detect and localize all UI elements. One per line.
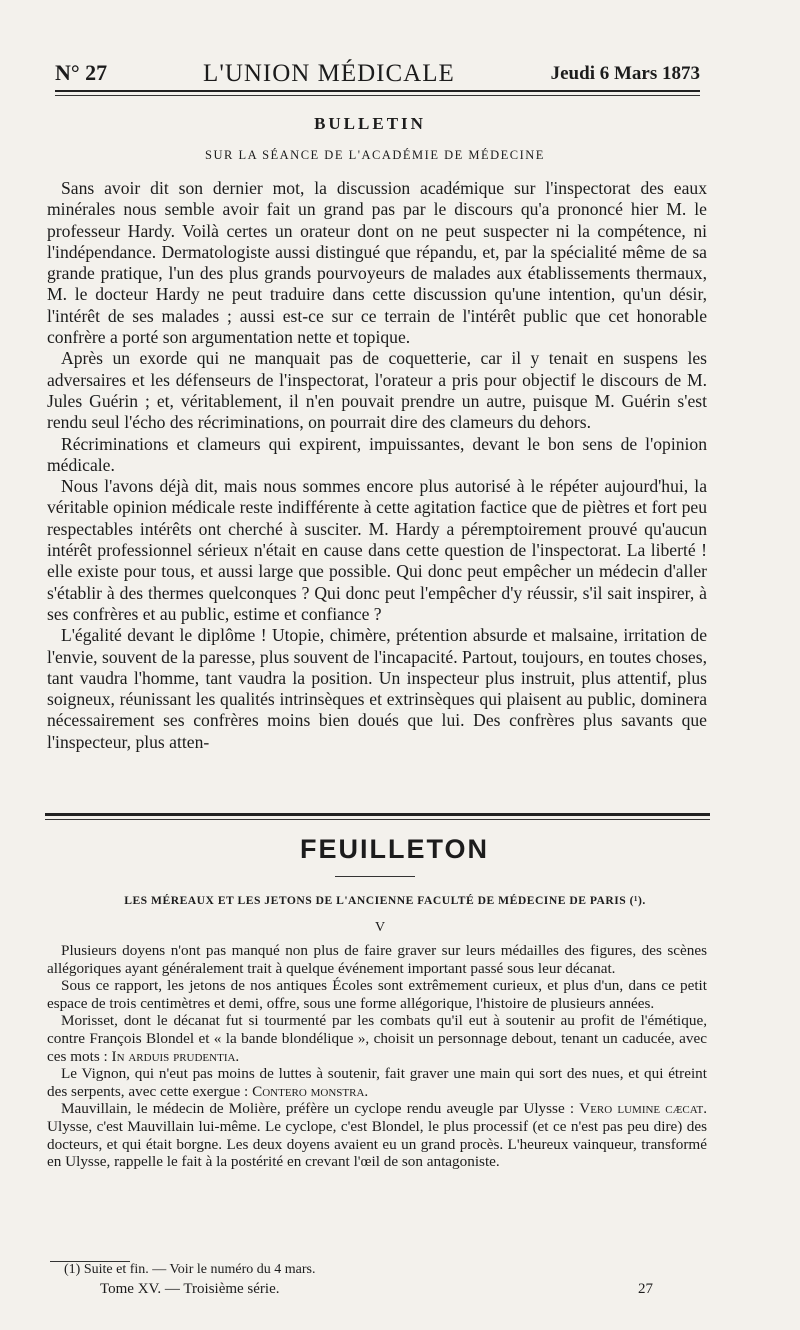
bulletin-paragraph: L'égalité devant le diplôme ! Utopie, chimère, prétention absurde et malsaine, irritation de l'envie, souvent de la paresse, plus souvent de l'incapacité. Partout, toujours, en toutes choses, tant vaudra l'homme, tant vaudra la position. Un inspecteur plus instruit, plus attentif, plus soigneux, réunissant les qualités intrinsèques et extrinsèques qui plaisent au public, dominera nécessairement ses confrères moins bien doués que lui. Des confrères plus savants que l'inspecteur, plus atten-: [47, 625, 707, 752]
bulletin-body: [47, 178, 707, 753]
page-header: [55, 58, 700, 92]
bulletin-paragraph: Sans avoir dit son dernier mot, la discussion académique sur l'inspectorat des eaux minérales nous semble avoir fait un grand pas par le discours qu'a prononcé hier M. le professeur Hardy. Voilà certes un orateur dont on ne peut suspecter ni la compétence, ni l'indépendance. Dermatologiste aussi distingué que répandu, et, par la spécialité même de sa grande pratique, l'un des plus grands pourvoyeurs de malades aux établissements thermaux, M. le docteur Hardy ne peut traduire dans cette discussion qu'une intention, qu'un désir, l'intérêt de ses malades ; aussi est-ce sur ce terrain de l'intérêt public que cet honorable confrère a porté son argumentation nette et topique.: [47, 178, 707, 348]
section-divider: [45, 819, 710, 820]
latin-motto: Vero lumine cæcat.: [579, 1100, 707, 1118]
feuilleton-paragraph: [47, 1100, 707, 1170]
bulletin-subtitle: SUR LA SÉANCE DE L'ACADÉMIE DE MÉDECINE: [205, 148, 545, 162]
feuilleton-body: [47, 942, 707, 1171]
feuilleton-rule: [335, 876, 415, 877]
issue-date: Jeudi 6 Mars 1873: [550, 63, 700, 84]
paragraph-text: Mauvillain, le médecin de Molière, préfère un cyclope rendu aveugle par Ulysse :: [61, 1100, 575, 1118]
header-rule: [55, 95, 700, 96]
paragraph-text: Le Vignon, qui n'eut pas moins de luttes à soutenir, fait graver une main qui sort des nues, et qui étreint des serpents, avec cette exergue :: [47, 1065, 707, 1100]
bulletin-title: BULLETIN: [314, 114, 426, 133]
bulletin-paragraph: Nous l'avons déjà dit, mais nous sommes encore plus autorisé à le répéter aujourd'hui, la véritable opinion médicale reste indifférente à cette agitation factice que de piètres et fort peu respectables intérêts ont cherché à susciter. M. Hardy a péremptoirement prouvé qu'aucun intérêt professionnel sérieux n'était en cause dans cette question de l'inspectorat. La liberté ! elle existe pour tous, et aussi large que possible. Qui donc peut empêcher un médecin d'aller s'établir à des thermes quelconques ? Qui donc peut l'empêcher d'y réussir, s'il sait inspirer, à ses confrères et au public, estime et confiance ?: [47, 476, 707, 624]
feuilleton-paragraph: Sous ce rapport, les jetons de nos antiques Écoles sont extrêmement curieux, et plus d'un, dans ce petit espace de trois centimètres et demi, offre, sous une forme allégorique, l'histoire de plusieurs années.: [47, 977, 707, 1012]
latin-motto: In arduis prudentia.: [111, 1047, 240, 1065]
paragraph-text: Ulysse, c'est Mauvillain lui-même. Le cyclope, c'est Blondel, le plus processif (et ce n'est pas peu dire) des docteurs, et qui était borgne. Les deux doyens avaient eu un grand procès. L'heureux vainqueur, transformé en Ulysse, rappelle le fait à la postérité en crevant l'œil de son antagoniste.: [47, 1117, 707, 1171]
feuilleton-paragraph: Plusieurs doyens n'ont pas manqué non plus de faire graver sur leurs médailles des figures, des scènes allégoriques ayant généralement trait à quelque événement important passé sous leur décanat.: [47, 942, 707, 977]
footnote: (1) Suite et fin. — Voir le numéro du 4 mars.: [64, 1262, 316, 1277]
bulletin-paragraph: Récriminations et clameurs qui expirent, impuissantes, devant le bon sens de l'opinion médicale.: [47, 433, 707, 475]
section-numeral: V: [374, 920, 386, 935]
issue-number: N° 27: [55, 60, 108, 85]
page-number: 27: [638, 1281, 653, 1297]
feuilleton-paragraph: [47, 1065, 707, 1100]
tome-label: Tome XV. — Troisième série.: [100, 1281, 280, 1297]
bulletin-paragraph: Après un exorde qui ne manquait pas de coquetterie, car il y tenait en suspens les adversaires et les défenseurs de l'inspectorat, l'orateur a pris pour objectif le discours de M. Jules Guérin ; et, véritablement, il n'en pouvait prendre un autre, puisque M. Guérin s'est rendu seul l'écho des récriminations, on pourrait dire des clameurs du dehors.: [47, 348, 707, 433]
paragraph-text: Morisset, dont le décanat fut si tourmenté par les combats qu'il eut à soutenir au profit de l'émétique, contre François Blondel et « la bande blondélique », choisit un personnage debout, tenant un caducée, avec ces mots :: [47, 1012, 707, 1065]
feuilleton-subtitle: LES MÉREAUX ET LES JETONS DE L'ANCIENNE FACULTÉ DE MÉDECINE DE PARIS (¹).: [124, 894, 646, 907]
feuilleton-paragraph: [47, 1012, 707, 1065]
journal-title: L'UNION MÉDICALE: [203, 60, 455, 87]
section-divider: [45, 813, 710, 816]
latin-motto: Contero monstra.: [252, 1082, 369, 1100]
feuilleton-title: FEUILLETON: [300, 834, 490, 864]
